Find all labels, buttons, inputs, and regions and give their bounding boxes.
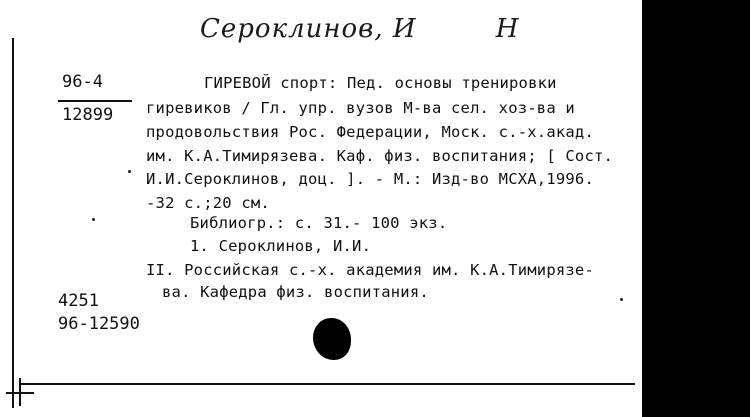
bottom-rule xyxy=(20,383,635,385)
scan-border xyxy=(642,0,750,417)
record-line-6: -32 с.;20 см. xyxy=(146,194,270,212)
record-line-7: Библиогр.: с. 31.- 100 экз. xyxy=(190,214,448,232)
record-line-8: 1. Сероклинов, И.И. xyxy=(190,237,372,255)
crosshair-mark-vertical xyxy=(19,378,21,406)
scan-speck xyxy=(620,298,623,301)
record-line-1: ГИРЕВОЙ спорт: Пед. основы тренировки xyxy=(204,74,557,92)
record-line-10: ва. Кафедра физ. воспитания. xyxy=(162,283,429,301)
record-line-2: гиревиков / Гл. упр. вузов М-ва сел. хоз-ва и xyxy=(146,99,575,117)
scan-speck xyxy=(128,170,131,173)
left-margin-rule xyxy=(12,38,14,408)
handwritten-mark: Н xyxy=(495,14,520,44)
call-number-divider xyxy=(58,100,132,102)
handwritten-heading xyxy=(200,14,519,44)
call-number-top: 96-4 xyxy=(62,72,103,92)
stock-number-1: 4251 xyxy=(58,291,99,311)
stock-number-2: 96-12590 xyxy=(58,314,140,334)
record-line-9: II. Российская с.-х. академия им. К.А.Тимирязе- xyxy=(146,261,594,279)
record-line-3: продовольствия Рос. Федерации, Моск. с.-х.акад. xyxy=(146,123,594,141)
record-line-5: И.И.Сероклинов, доц. ]. - М.: Изд-во МСХА,1996. xyxy=(146,170,594,188)
call-number-bottom: 12899 xyxy=(62,105,114,125)
scan-speck xyxy=(92,218,95,221)
handwritten-author: Сероклинов, И xyxy=(200,14,417,44)
record-line-4: им. К.А.Тимирязева. Каф. физ. воспитания; [ Сост. xyxy=(146,147,614,165)
ink-blot xyxy=(313,318,351,360)
